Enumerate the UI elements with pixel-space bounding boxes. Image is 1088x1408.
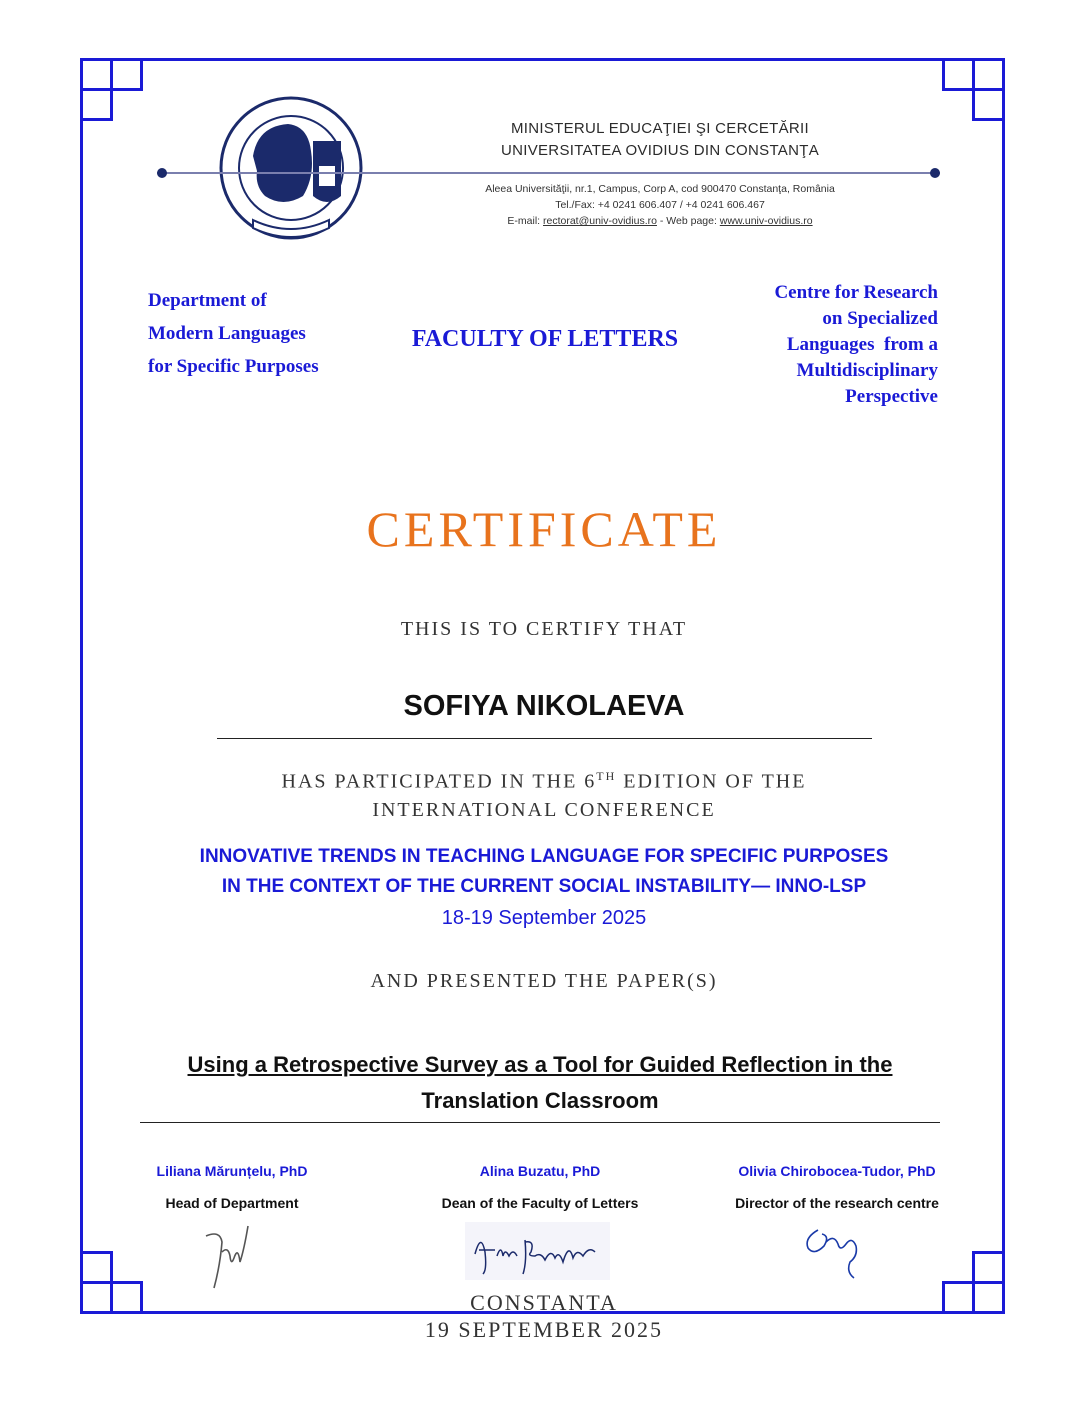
conference-title-line-1: INNOVATIVE TRENDS IN TEACHING LANGUAGE FOR SPECIFIC PURPOSES xyxy=(199,846,889,867)
paper-title-line-1: Using a Retrospective Survey as a Tool for Guided Reflection in the xyxy=(187,1052,893,1077)
university-contact xyxy=(445,213,875,229)
footer-date: 19 SEPTEMBER 2025 xyxy=(424,1317,664,1342)
university-address: Aleea Universităţii, nr.1, Campus, Corp A, cod 900470 Constanţa, România xyxy=(485,183,835,195)
web-link[interactable]: www.univ-ovidius.ro xyxy=(719,215,813,227)
university-phone: Tel./Fax: +4 0241 606.407 / +4 0241 606.467 xyxy=(555,199,765,211)
certificate-title: CERTIFICATE xyxy=(366,501,722,557)
signatory-name-head: Liliana Mărunțelu, PhD xyxy=(156,1163,308,1179)
signatory-role-director: Director of the research centre xyxy=(735,1195,939,1211)
signatory-name-dean: Alina Buzatu, PhD xyxy=(479,1163,601,1179)
email-label: E-mail: xyxy=(507,215,543,227)
signature-director xyxy=(800,1222,870,1284)
certify-line: THIS IS TO CERTIFY THAT xyxy=(400,618,688,640)
corner-ornament-top-right xyxy=(941,58,1005,122)
header-rule xyxy=(157,172,940,174)
university-title: UNIVERSITATEA OVIDIUS DIN CONSTANŢA xyxy=(500,142,820,159)
conference-dates: 18-19 September 2025 xyxy=(441,907,647,929)
paper-title-line-2: Translation Classroom xyxy=(421,1088,659,1113)
department-line: Modern Languages xyxy=(148,323,306,344)
department-heading xyxy=(148,284,378,383)
faculty-heading: FACULTY OF LETTERS xyxy=(411,326,679,352)
centre-line: Multidisciplinary xyxy=(796,360,938,381)
recipient-name: SOFIYA NIKOLAEVA xyxy=(403,690,685,722)
header-rule-dot-right xyxy=(930,168,940,178)
paper-underline xyxy=(140,1122,940,1123)
email-link[interactable]: rectorat@univ-ovidius.ro xyxy=(543,215,657,227)
centre-line: Languages from a xyxy=(786,334,938,355)
participation-text: HAS PARTICIPATED IN THE 6 xyxy=(281,770,597,793)
header-rule-dot-left xyxy=(157,168,167,178)
name-underline xyxy=(217,738,872,739)
participation-statement xyxy=(0,762,1088,824)
participation-text: INTERNATIONAL CONFERENCE xyxy=(372,798,716,821)
presented-line: AND PRESENTED THE PAPER(S) xyxy=(370,970,718,992)
conference-title-line-2: IN THE CONTEXT OF THE CURRENT SOCIAL INSTABILITY— INNO-LSP xyxy=(221,876,867,897)
department-line: for Specific Purposes xyxy=(148,356,319,377)
corner-ornament-top-left xyxy=(80,58,144,122)
certificate-border xyxy=(80,58,1005,1314)
university-seal xyxy=(213,96,369,246)
footer-place: CONSTANTA xyxy=(470,1290,618,1315)
centre-line: on Specialized xyxy=(822,308,938,329)
participation-text: EDITION OF THE xyxy=(616,770,807,793)
signatory-role-dean: Dean of the Faculty of Letters xyxy=(441,1195,639,1211)
ministry-title: MINISTERUL EDUCAŢIEI ŞI CERCETĂRII xyxy=(510,120,809,137)
ordinal-suffix: TH xyxy=(596,769,617,783)
signatory-role-head: Head of Department xyxy=(165,1195,299,1211)
signatory-name-director: Olivia Chirobocea-Tudor, PhD xyxy=(738,1163,936,1179)
department-line: Department of xyxy=(148,290,267,311)
signature-head-of-department xyxy=(200,1222,260,1294)
centre-line: Perspective xyxy=(845,386,938,407)
web-label: - Web page: xyxy=(656,215,720,227)
research-centre-heading xyxy=(700,280,938,410)
signature-dean xyxy=(465,1222,610,1280)
centre-line: Centre for Research xyxy=(774,282,938,303)
